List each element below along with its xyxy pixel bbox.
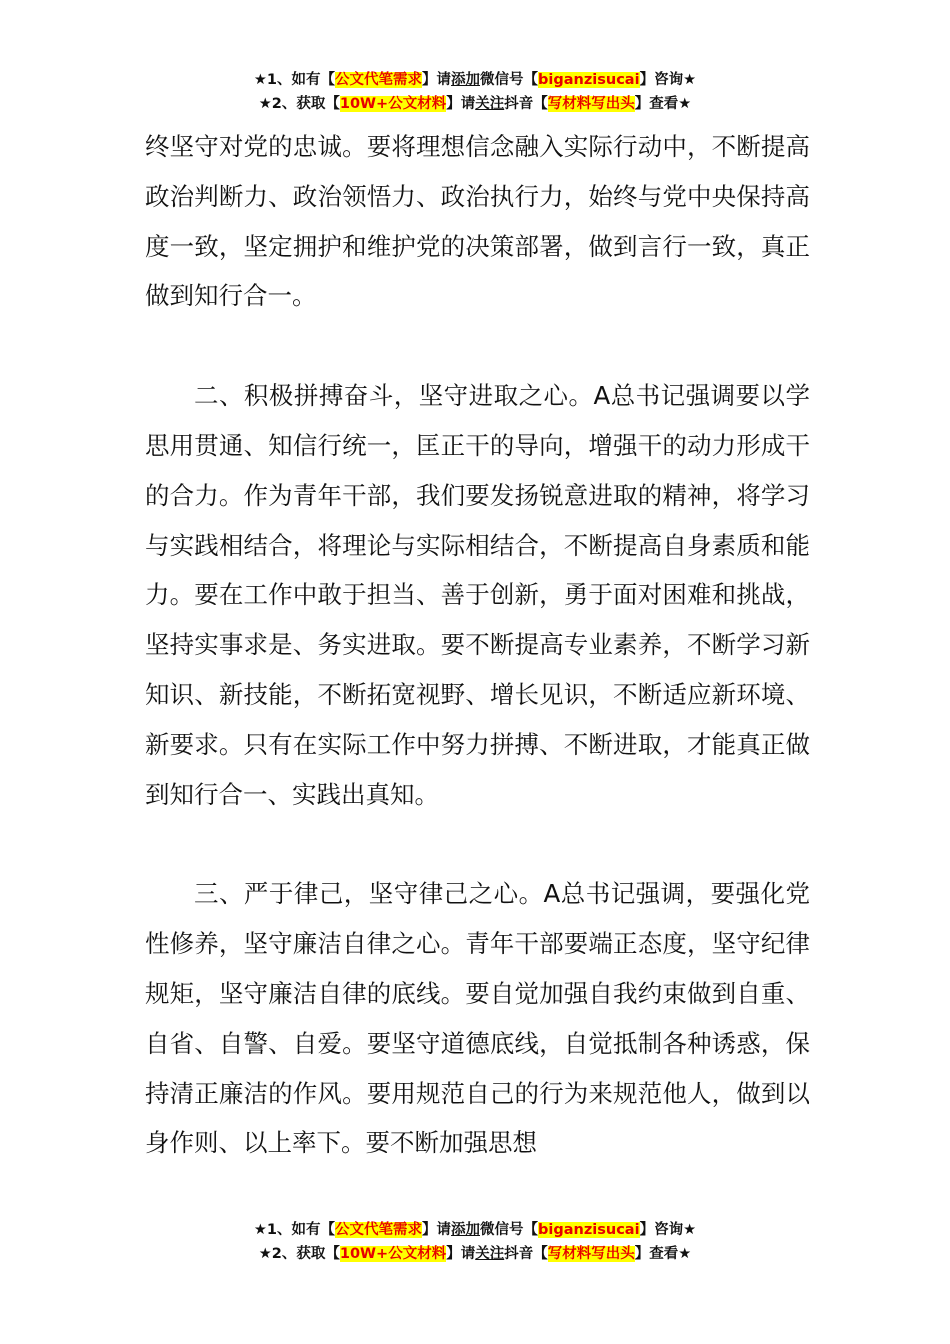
document-body — [145, 122, 810, 1168]
promo-highlight-materials: 10W+公文材料 — [339, 1246, 447, 1262]
promo-line-1: ★1、如有【公文代笔需求】请添加微信号【biganzisucai】咨询★ — [253, 72, 697, 88]
paragraph-spacer — [145, 321, 810, 371]
promo-line-1: ★1、如有【公文代笔需求】请添加微信号【biganzisucai】咨询★ — [253, 1222, 697, 1238]
paragraph-spacer — [145, 819, 810, 869]
promo-line-2: ★2、获取【10W+公文材料】请关注抖音【写材料写出头】查看★ — [258, 1246, 692, 1262]
footer-promo-banner — [0, 1218, 950, 1266]
promo-highlight-materials: 10W+公文材料 — [339, 96, 447, 112]
promo-highlight-service: 公文代笔需求 — [335, 72, 423, 88]
header-promo-banner — [0, 68, 950, 116]
promo-highlight-douyin-id: 写材料写出头 — [547, 96, 635, 112]
promo-highlight-wechat-id: biganzisucai — [538, 1222, 640, 1238]
promo-highlight-douyin-id: 写材料写出头 — [547, 1246, 635, 1262]
paragraph-continuation: 终坚守对党的忠诚。要将理想信念融入实际行动中，不断提高政治判断力、政治领悟力、政治执行力，始终与党中央保持高度一致，坚定拥护和维护党的决策部署，做到言行一致，真正做到知行合一。 — [145, 132, 810, 311]
promo-line-2: ★2、获取【10W+公文材料】请关注抖音【写材料写出头】查看★ — [258, 96, 692, 112]
paragraph-section-three: 三、严于律己，坚守律己之心。A总书记强调，要强化党性修养，坚守廉洁自律之心。青年干部要端正态度，坚守纪律规矩，坚守廉洁自律的底线。要自觉加强自我约束做到自重、自省、自警、自爱。要坚守道德底线，自觉抵制各种诱惑，保持清正廉洁的作风。要用规范自己的行为来规范他人，做到以身作则、以上率下。要不断加强思想 — [145, 879, 810, 1158]
promo-highlight-service: 公文代笔需求 — [335, 1222, 423, 1238]
paragraph-section-two: 二、积极拼搏奋斗，坚守进取之心。A总书记强调要以学思用贯通、知信行统一，匡正干的导向，增强干的动力形成干的合力。作为青年干部，我们要发扬锐意进取的精神，将学习与实践相结合，将理论与实际相结合，不断提高自身素质和能力。要在工作中敢于担当、善于创新，勇于面对困难和挑战，坚持实事求是、务实进取。要不断提高专业素养，不断学习新知识、新技能，不断拓宽视野、增长见识，不断适应新环境、新要求。只有在实际工作中努力拼搏、不断进取，才能真正做到知行合一、实践出真知。 — [145, 381, 810, 809]
promo-highlight-wechat-id: biganzisucai — [538, 72, 640, 88]
